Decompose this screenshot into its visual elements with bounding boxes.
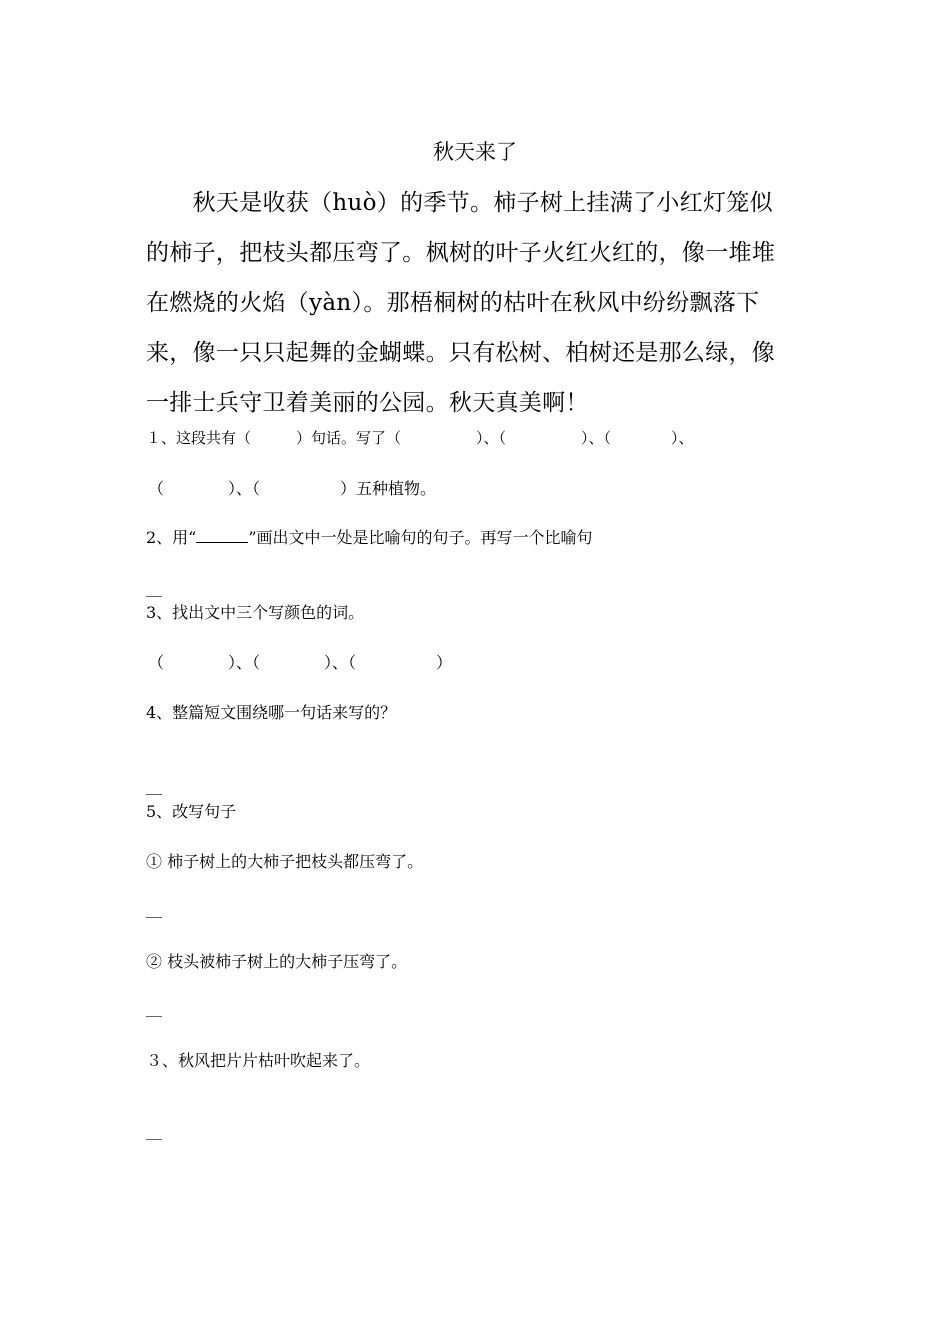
page-title: 秋天来了 bbox=[433, 140, 517, 164]
question-2 bbox=[146, 525, 593, 548]
answer-blank-5-3: __ bbox=[146, 1121, 162, 1140]
passage-line-1: 秋天是收获（huò）的季节。柿子树上挂满了小红灯笼似 bbox=[146, 190, 773, 216]
question-5: 5、改写句子 bbox=[146, 802, 237, 821]
answer-blank-5-2: __ bbox=[146, 998, 162, 1017]
answer-blank-5-1: __ bbox=[146, 899, 162, 918]
question-2-prefix: 2、用“ bbox=[146, 528, 197, 547]
question-5-item-1: ① 柿子树上的大柿子把枝头都压弯了。 bbox=[146, 852, 424, 871]
passage-line-2: 的柿子，把枝头都压弯了。枫树的叶子火红火红的，像一堆堆 bbox=[146, 240, 776, 266]
passage-line-5: 一排士兵守卫着美丽的公园。秋天真美啊！ bbox=[146, 390, 589, 416]
question-2-suffix: ”画出文中一处是比喻句的句子。再写一个比喻句 bbox=[248, 528, 593, 547]
question-5-item-2: ② 枝头被柿子树上的大柿子压弯了。 bbox=[146, 952, 408, 971]
answer-blank-4: __ bbox=[146, 776, 162, 795]
question-4: 4、整篇短文围绕哪一句话来写的？ bbox=[146, 703, 397, 722]
question-3-blanks: （ ）、（ ）、（ ） bbox=[148, 653, 453, 672]
question-3: 3、找出文中三个写颜色的词。 bbox=[146, 603, 365, 622]
question-5-item-3: ３、秋风把片片枯叶吹起来了。 bbox=[146, 1051, 371, 1070]
passage-line-3: 在燃烧的火焰（yàn）。那梧桐树的枯叶在秋风中纷纷飘落下 bbox=[146, 290, 760, 316]
question-1-line-2: （ ）、（ ）五种植物。 bbox=[148, 479, 437, 498]
underline-sample bbox=[196, 528, 248, 543]
passage-line-4: 来，像一只只起舞的金蝴蝶。只有松树、柏树还是那么绿，像 bbox=[146, 340, 776, 366]
answer-blank-2: __ bbox=[146, 578, 162, 597]
question-1-line-1: １、这段共有（ ）句话。写了（ ）、（ ）、（ ）、 bbox=[146, 429, 694, 447]
